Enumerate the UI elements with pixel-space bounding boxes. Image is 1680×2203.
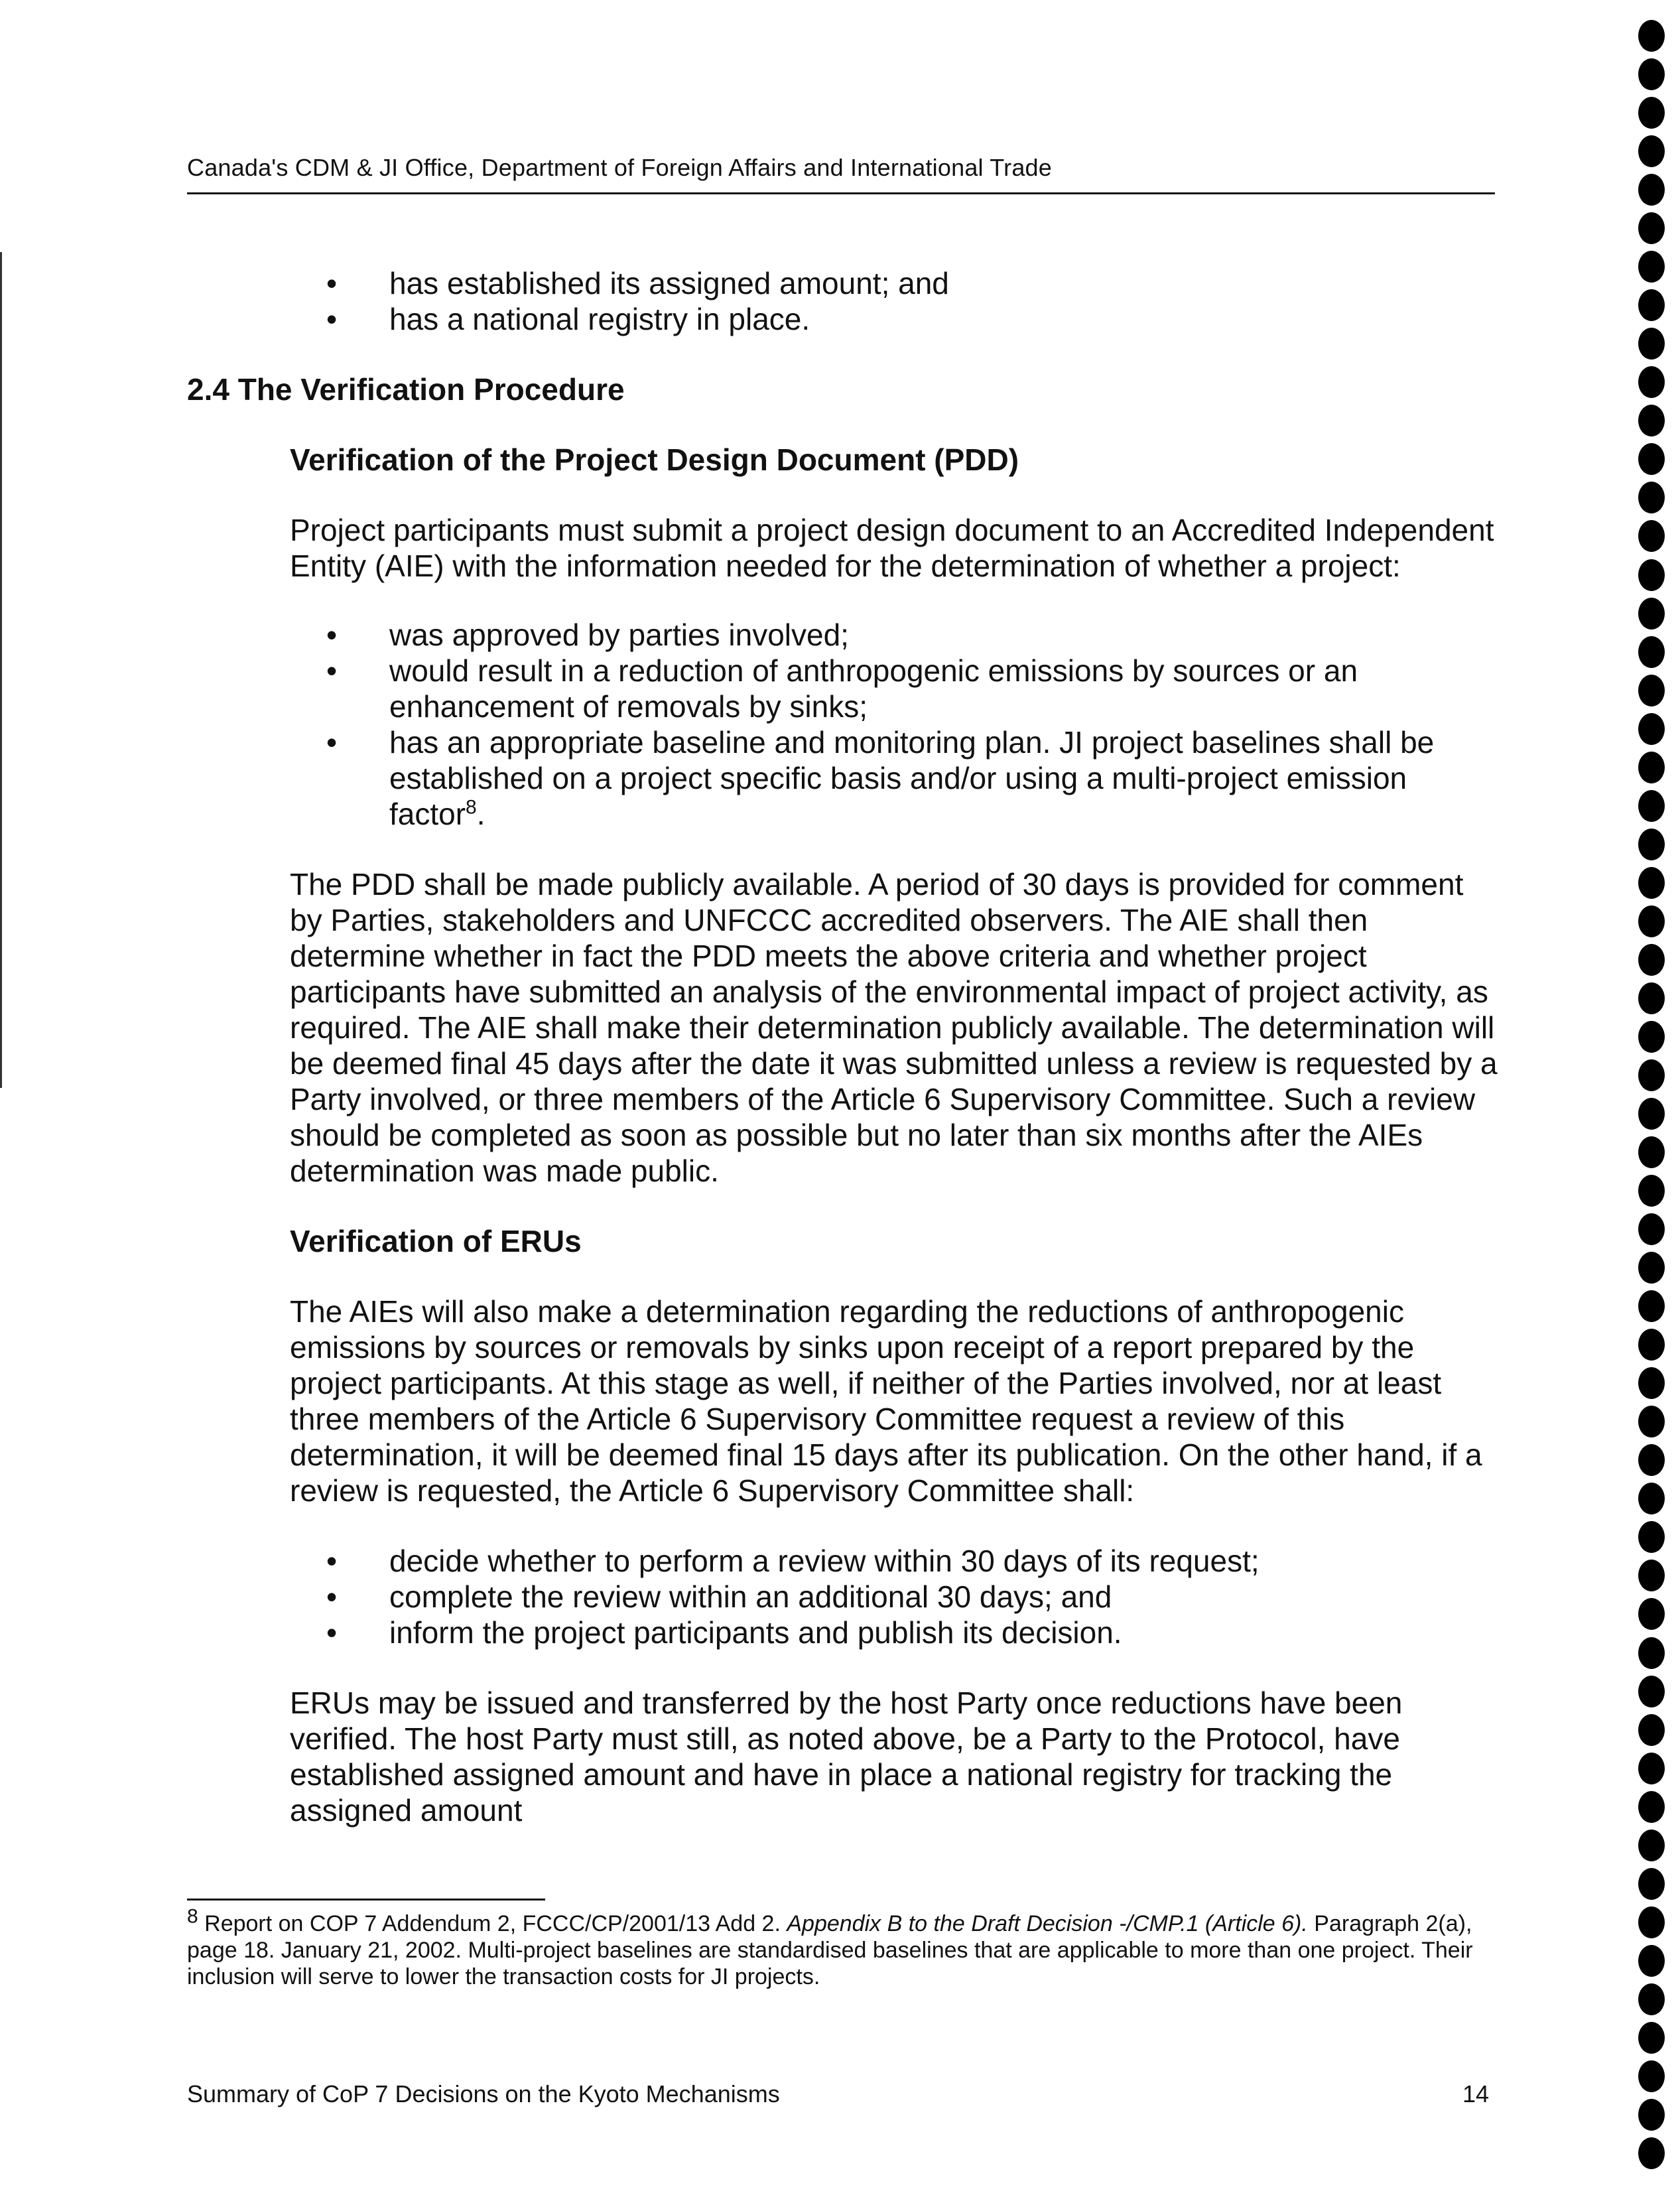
binding-hole xyxy=(1638,174,1665,206)
bullet-icon: • xyxy=(326,1615,338,1650)
binding-hole xyxy=(1638,1753,1665,1784)
binding-hole xyxy=(1638,1329,1665,1361)
binding-hole xyxy=(1638,675,1665,706)
binding-hole xyxy=(1638,752,1665,783)
page-body xyxy=(187,265,1500,1828)
binding-hole xyxy=(1638,790,1665,822)
pdd-intro: Project participants must submit a project design document to an Accredited Independent Entity (AIE) with the information needed for the determination of whether a project: xyxy=(290,513,1494,583)
binding-hole xyxy=(1638,1213,1665,1245)
binding-hole xyxy=(1638,1945,1665,1977)
binding-hole xyxy=(1638,636,1665,668)
binding-hole xyxy=(1638,1637,1665,1669)
erus-bullet-list xyxy=(187,1543,1500,1650)
binding-hole xyxy=(1638,212,1665,244)
pdd-paragraph: The PDD shall be made publicly available. A period of 30 days is provided for comment by Parties, stakeholders and UNFCCC accredited observers. The AIE shall then determine whether in fact the PDD meets the above criteria and whether project participants have submitted an analysis of the environmental impact of project activity, as required. The AIE shall make their determination publicly available. The determination will be deemed final 45 days after the date it was submitted unless a review is requested by a Party involved, or three members of the Article 6 Supervisory Committee. Such a review should be completed as soon as possible but no later than six months after the AIEs determination was made public. xyxy=(290,867,1498,1188)
binding-hole xyxy=(1638,713,1665,745)
binding-hole xyxy=(1638,982,1665,1014)
binding-hole xyxy=(1638,251,1665,283)
binding-hole xyxy=(1638,1714,1665,1746)
binding-hole xyxy=(1638,1598,1665,1630)
binding-hole xyxy=(1638,2022,1665,2054)
binding-hole xyxy=(1638,1521,1665,1553)
binding-hole xyxy=(1638,1136,1665,1168)
binding-hole xyxy=(1638,2060,1665,2092)
binding-hole xyxy=(1638,1983,1665,2015)
binding-hole xyxy=(1638,598,1665,630)
pdd-heading: Verification of the Project Design Document (PDD) xyxy=(290,442,1019,477)
binding-hole xyxy=(1638,366,1665,398)
binding-hole xyxy=(1638,58,1665,90)
binding-hole xyxy=(1638,135,1665,167)
binding-hole xyxy=(1638,1791,1665,1823)
footnote-marker: 8 xyxy=(187,1905,198,1928)
binding-hole xyxy=(1638,328,1665,360)
binding-holes xyxy=(1638,20,1671,2196)
binding-hole xyxy=(1638,405,1665,436)
binding-hole xyxy=(1638,2099,1665,2131)
binding-hole xyxy=(1638,867,1665,899)
binding-hole xyxy=(1638,1676,1665,1707)
header-divider xyxy=(187,192,1495,194)
binding-hole xyxy=(1638,443,1665,475)
binding-hole xyxy=(1638,1830,1665,1861)
list-item: • was approved by parties involved; xyxy=(326,618,849,652)
list-item: • has a national registry in place. xyxy=(326,302,810,336)
bullet-icon: • xyxy=(326,302,338,336)
binding-hole xyxy=(1638,1367,1665,1399)
binding-hole xyxy=(1638,1444,1665,1476)
bullet-icon: • xyxy=(326,725,338,760)
footnote-reference: 8 xyxy=(466,796,477,819)
footnote-divider xyxy=(187,1899,545,1901)
pdd-bullet-list xyxy=(187,617,1500,832)
binding-hole xyxy=(1638,905,1665,937)
page-footer-title: Summary of CoP 7 Decisions on the Kyoto Mechanisms xyxy=(187,2080,780,2107)
binding-hole xyxy=(1638,482,1665,513)
binding-hole xyxy=(1638,20,1665,52)
intro-bullet-list xyxy=(187,265,1500,337)
list-item: • complete the review within an additional 30 days; and xyxy=(326,1579,1112,1614)
binding-hole xyxy=(1638,1021,1665,1053)
bullet-icon: • xyxy=(326,266,338,300)
list-item: • would result in a reduction of anthropogenic emissions by sources or an enhancement of removals by sinks; xyxy=(326,653,1358,724)
binding-hole xyxy=(1638,1560,1665,1591)
page-header: Canada's CDM & JI Office, Department of Foreign Affairs and International Trade xyxy=(187,154,1052,181)
binding-hole xyxy=(1638,97,1665,129)
binding-hole xyxy=(1638,1483,1665,1514)
bullet-icon: • xyxy=(326,618,338,652)
binding-hole xyxy=(1638,2137,1665,2169)
binding-hole xyxy=(1638,944,1665,976)
footnote: $^8$ Report on COP 7 Addendum 2, FCCC/CP/2001/13 Add 2. Appendix B to the Draft Decision -/CMP.1 (Article 6). Paragraph 2(a), page 18. January 21, 2002. Multi-project baselines are standardised baselines that are applicable to more than one project. Their inclusion will serve to lower the transaction costs for JI projects. xyxy=(187,1905,1473,1989)
binding-hole xyxy=(1638,1059,1665,1091)
list-item: • inform the project participants and publish its decision. xyxy=(326,1615,1122,1650)
binding-hole xyxy=(1638,289,1665,321)
binding-hole xyxy=(1638,1290,1665,1322)
binding-hole xyxy=(1638,1406,1665,1437)
binding-hole xyxy=(1638,1868,1665,1900)
binding-hole xyxy=(1638,1252,1665,1284)
binding-hole xyxy=(1638,1175,1665,1207)
binding-hole xyxy=(1638,559,1665,591)
page-number: 14 xyxy=(1462,2080,1490,2107)
binding-hole xyxy=(1638,829,1665,860)
section-heading: 2.4 The Verification Procedure xyxy=(187,372,625,407)
list-item: • has an appropriate baseline and monitoring plan. JI project baselines shall be established on a project specific basis and/or using a multi-project emission factor$^8$. xyxy=(326,725,1435,831)
erus-intro: The AIEs will also make a determination regarding the reductions of anthropogenic emissions by sources or removals by sinks upon receipt of a report prepared by the project participants. At this stage as well, if neither of the Parties involved, nor at least three members of the Article 6 Supervisory Committee request a review of this determination, it will be deemed final 15 days after its publication. On the other hand, if a review is requested, the Article 6 Supervisory Committee shall: xyxy=(290,1294,1482,1508)
list-item: • has established its assigned amount; and xyxy=(326,266,949,300)
binding-hole xyxy=(1638,520,1665,552)
list-item: • decide whether to perform a review within 30 days of its request; xyxy=(326,1544,1260,1578)
binding-hole xyxy=(1638,1906,1665,1938)
bullet-icon: • xyxy=(326,1544,338,1578)
erus-heading: Verification of ERUs xyxy=(290,1224,582,1258)
erus-closing: ERUs may be issued and transferred by the host Party once reductions have been verified. The host Party must still, as noted above, be a Party to the Protocol, have established assigned amount and have in place a national registry for tracking the assigned amount xyxy=(290,1686,1403,1828)
bullet-icon: • xyxy=(326,653,338,688)
binding-hole xyxy=(1638,1098,1665,1130)
bullet-icon: • xyxy=(326,1579,338,1614)
page-edge-line xyxy=(0,252,2,1088)
